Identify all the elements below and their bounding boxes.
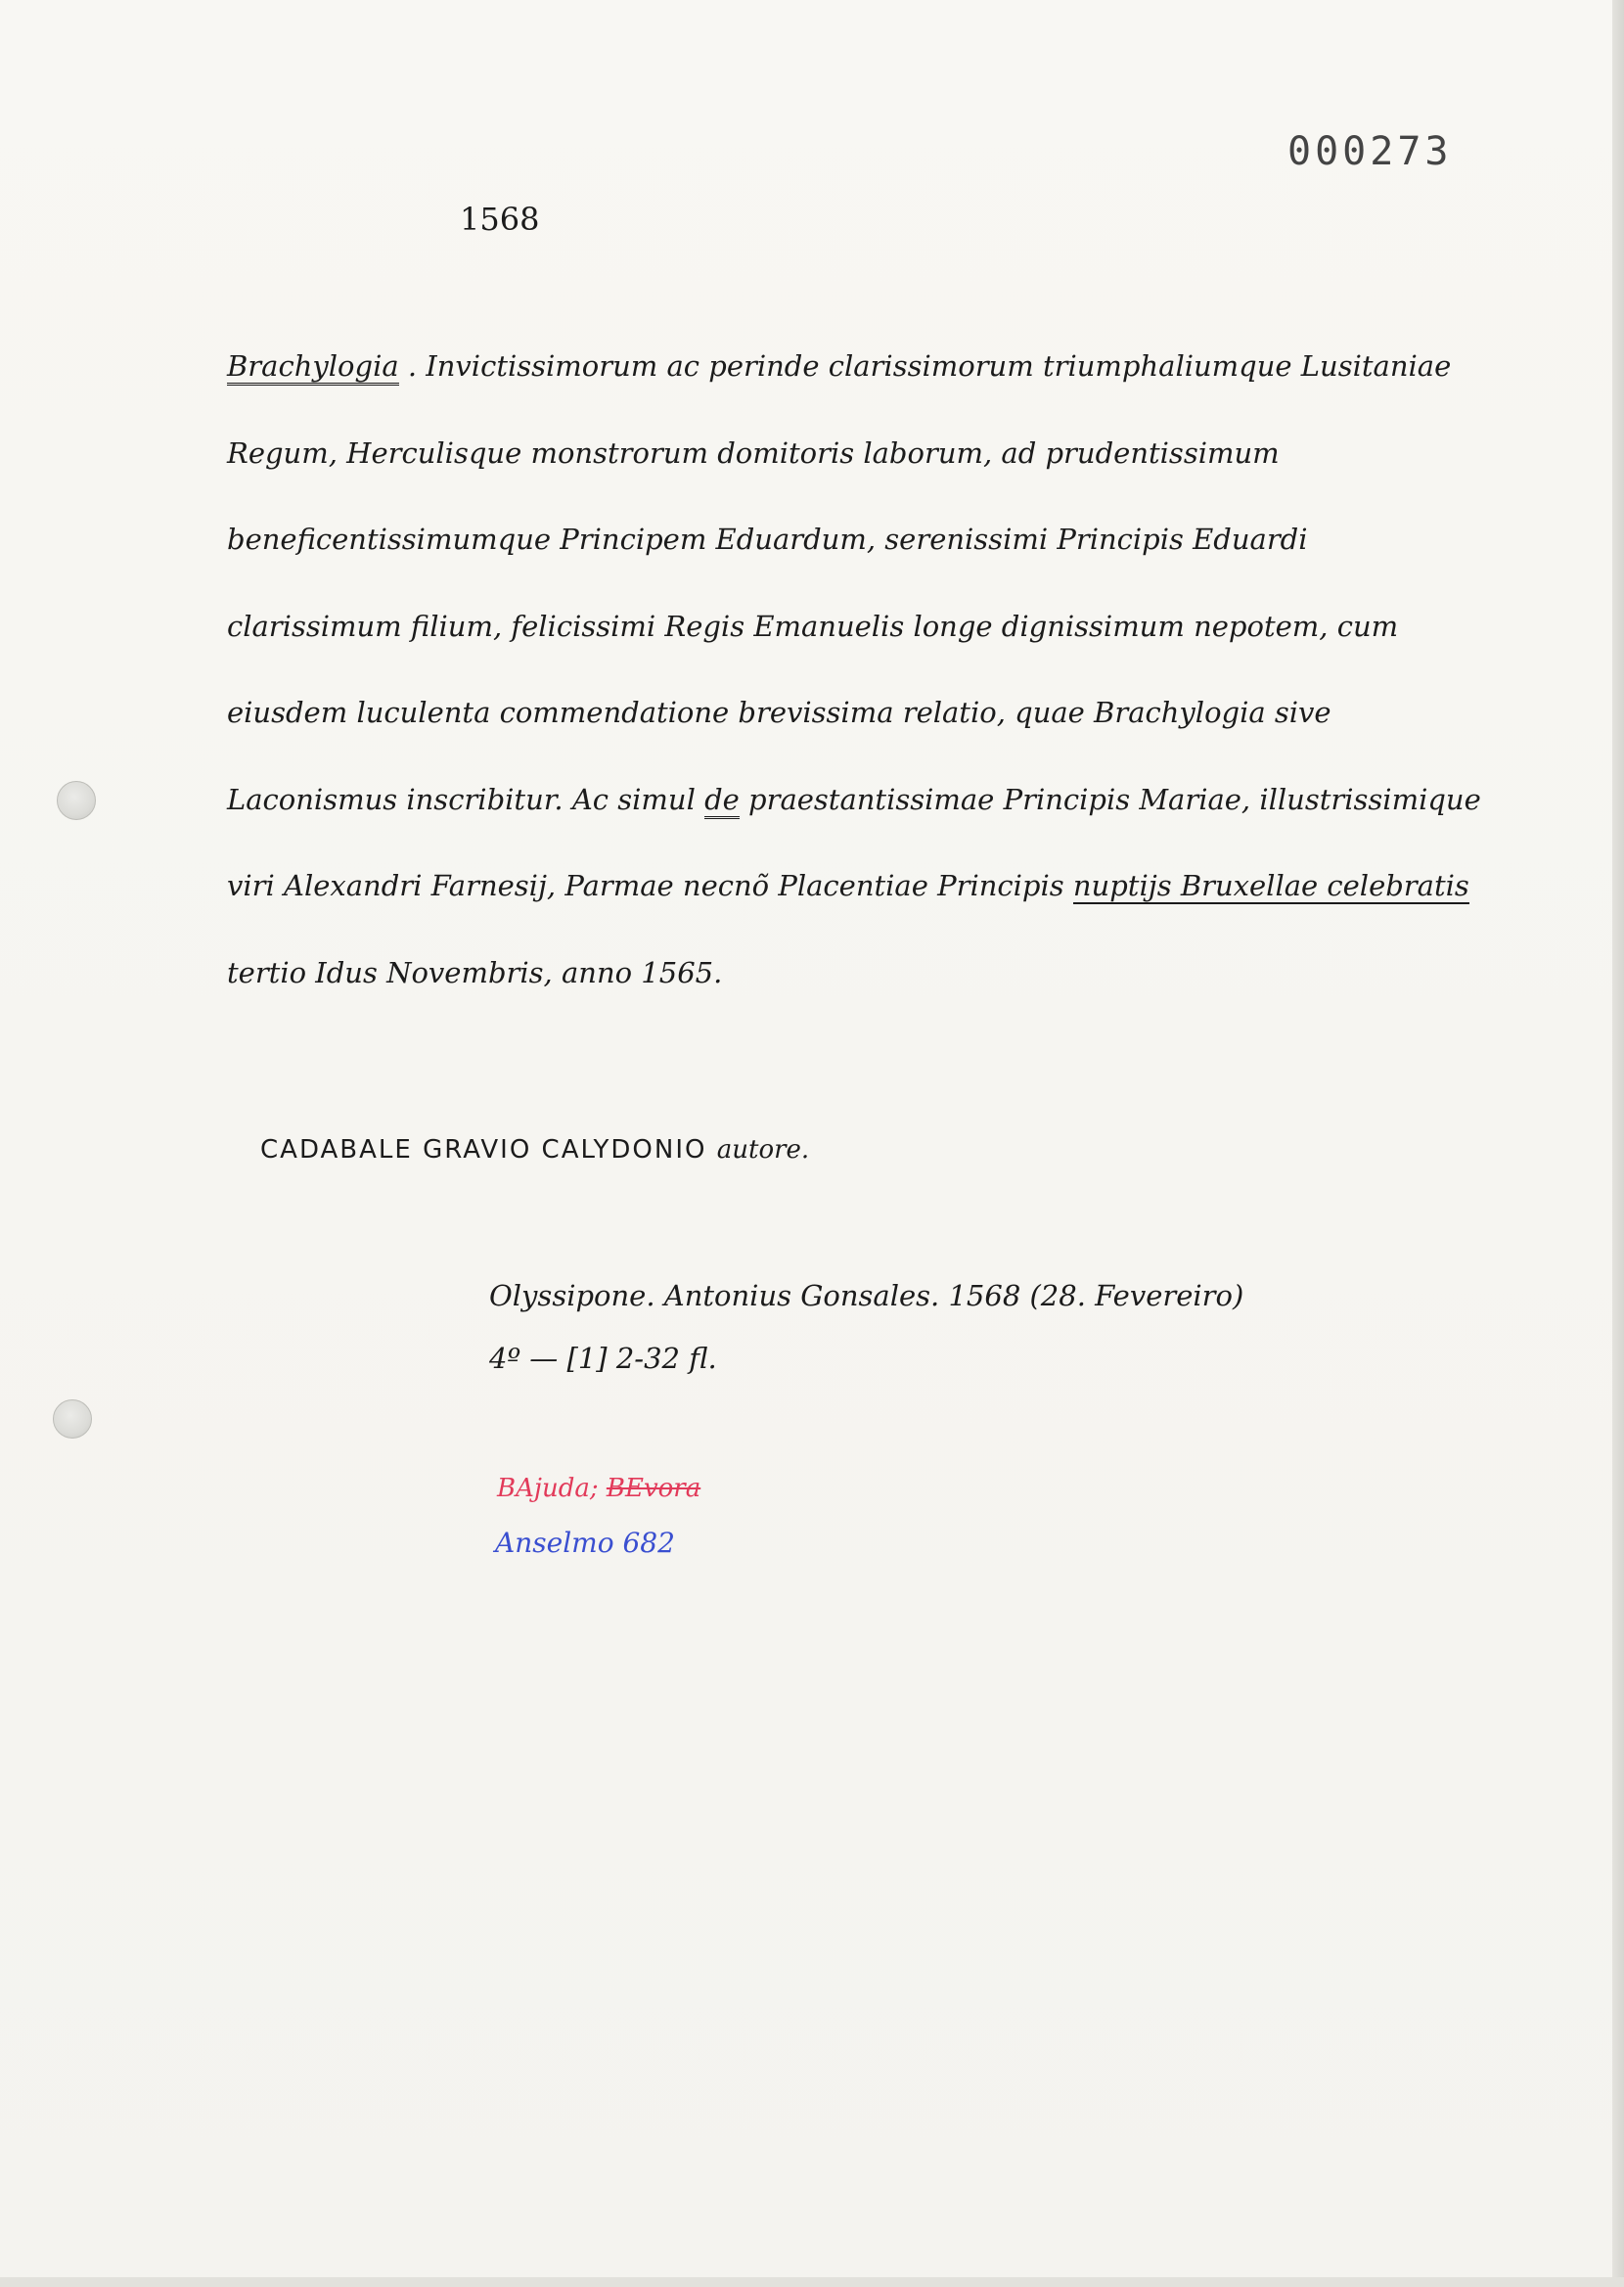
paper-edge-right	[1612, 0, 1624, 2287]
title-lead-word: Brachylogia	[227, 349, 399, 386]
paper-edge-bottom	[0, 2277, 1624, 2287]
title-description	[227, 323, 1489, 1016]
title-text-part-2: praestantissimae Principis Mariae, illustrissimique viri Alexandri Farnesij, Parmae necnõ Placentiae Principis	[227, 782, 1481, 902]
punch-hole-icon	[57, 781, 96, 820]
imprint-place-printer-date: Olyssipone. Antonius Gonsales. 1568 (28. Fevereiro)	[489, 1279, 1244, 1312]
holding-library-2-struck: BEvora	[606, 1474, 701, 1503]
publication-year: 1568	[460, 201, 540, 238]
author-role: autore.	[716, 1135, 810, 1165]
author-name: CADABALE GRAVIO CALYDONIO	[260, 1135, 707, 1165]
title-text-part-3: tertio Idus Novembris, anno 1565.	[227, 955, 723, 989]
title-text-part-1: . Invictissimorum ac perinde clarissimorum triumphaliumque Lusitaniae Regum, Herculisque monstrorum domitoris laborum, ad prudentissimum beneficentissimumque Principem Eduardum, serenissimi Principis Eduardi clarissimum filium, felicissimi Regis Emanuelis longe dignissimum nepotem, cum eiusdem luculenta commendatione brevissima relatio, quae Brachylogia sive Laconismus inscribitur. Ac simul	[227, 349, 1452, 816]
holdings-note	[497, 1474, 700, 1503]
title-underlined-nuptiis: nuptijs Bruxellae celebratis	[1072, 869, 1469, 902]
punch-hole-icon	[53, 1399, 92, 1439]
title-underlined-de: de	[704, 783, 740, 819]
holding-library-1: BAjuda;	[497, 1474, 599, 1503]
imprint-block	[489, 1264, 1243, 1390]
bibliographic-reference: Anselmo 682	[495, 1527, 675, 1559]
imprint-format: 4º — [1] 2-32 fl.	[489, 1342, 717, 1375]
author-line	[260, 1135, 809, 1165]
archive-number: 000273	[1287, 129, 1453, 174]
